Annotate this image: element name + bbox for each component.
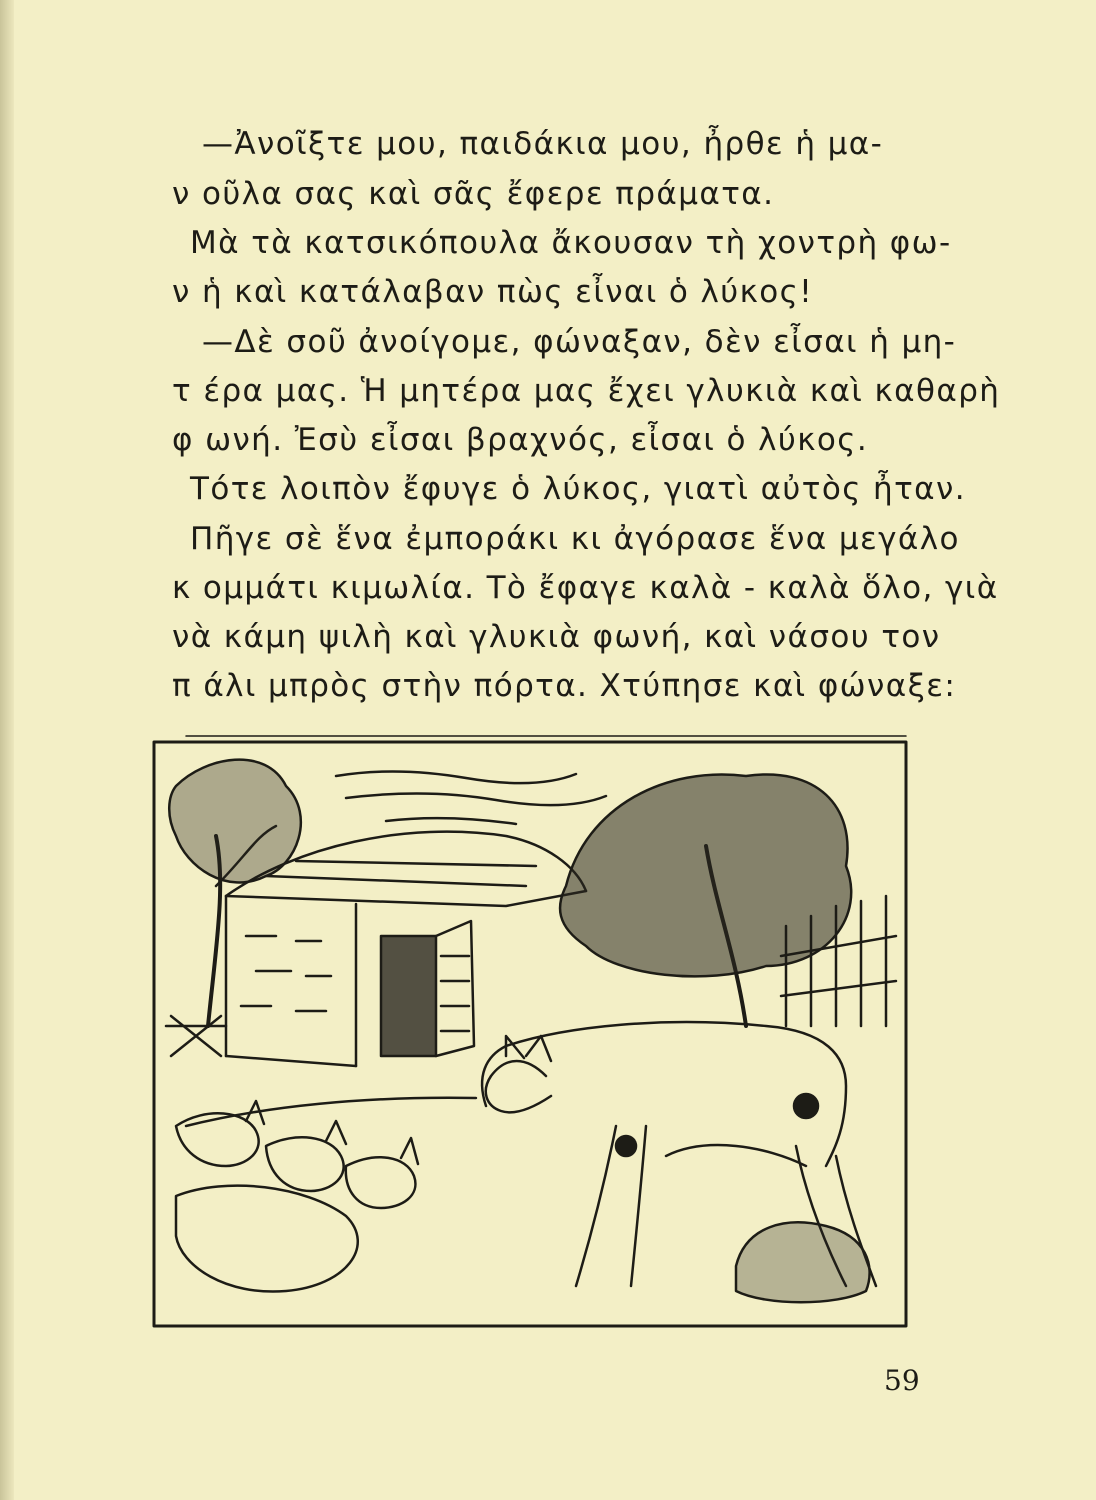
text-line-8: Τότε λοιπὸν ἔφυγε ὁ λύκος, γιατὶ αὐτὸς ἦταν. [190, 471, 966, 507]
text-line-6: τ έρα μας. Ἡ μητέρα μας ἔχει γλυκιὰ καὶ καθαρὴ [172, 373, 1001, 409]
page-number: 59 [884, 1364, 920, 1397]
story-illustration [146, 726, 916, 1334]
text-line-7: φ ωνή. Ἐσὺ εἶσαι βραχνός, εἶσαι ὁ λύκος. [172, 422, 869, 458]
text-line-9: Πῆγε σὲ ἕνα ἐμποράκι κι ἀγόρασε ἕνα μεγάλο [190, 521, 960, 557]
text-line-10: κ ομμάτι κιμωλία. Τὸ ἔφαγε καλὰ - καλὰ ὅλο, γιὰ [172, 570, 999, 606]
text-line-12: π άλι μπρὸς στὴν πόρτα. Χτύπησε καὶ φώναξε: [172, 668, 957, 704]
page-binding-edge [0, 0, 14, 1500]
text-line-3: Μὰ τὰ κατσικόπουλα ἄκουσαν τὴ χοντρὴ φω- [190, 225, 952, 261]
text-line-1: —Ἀνοῖξτε μου, παιδάκια μου, ἦρθε ἡ μα- [202, 126, 884, 162]
text-line-2: ν οῦλα σας καὶ σᾶς ἔφερε πράματα. [172, 176, 775, 212]
text-line-5: —Δὲ σοῦ ἀνοίγομε, φώναξαν, δὲν εἶσαι ἡ μη- [202, 324, 957, 360]
wolf-and-goat-kids-sketch-icon [146, 726, 916, 1334]
text-line-11: νὰ κάμη ψιλὴ καὶ γλυκιὰ φωνή, καὶ νάσου τον [172, 619, 941, 655]
text-line-4: ν ἡ καὶ κατάλαβαν πὼς εἶναι ὁ λύκος! [172, 274, 814, 310]
